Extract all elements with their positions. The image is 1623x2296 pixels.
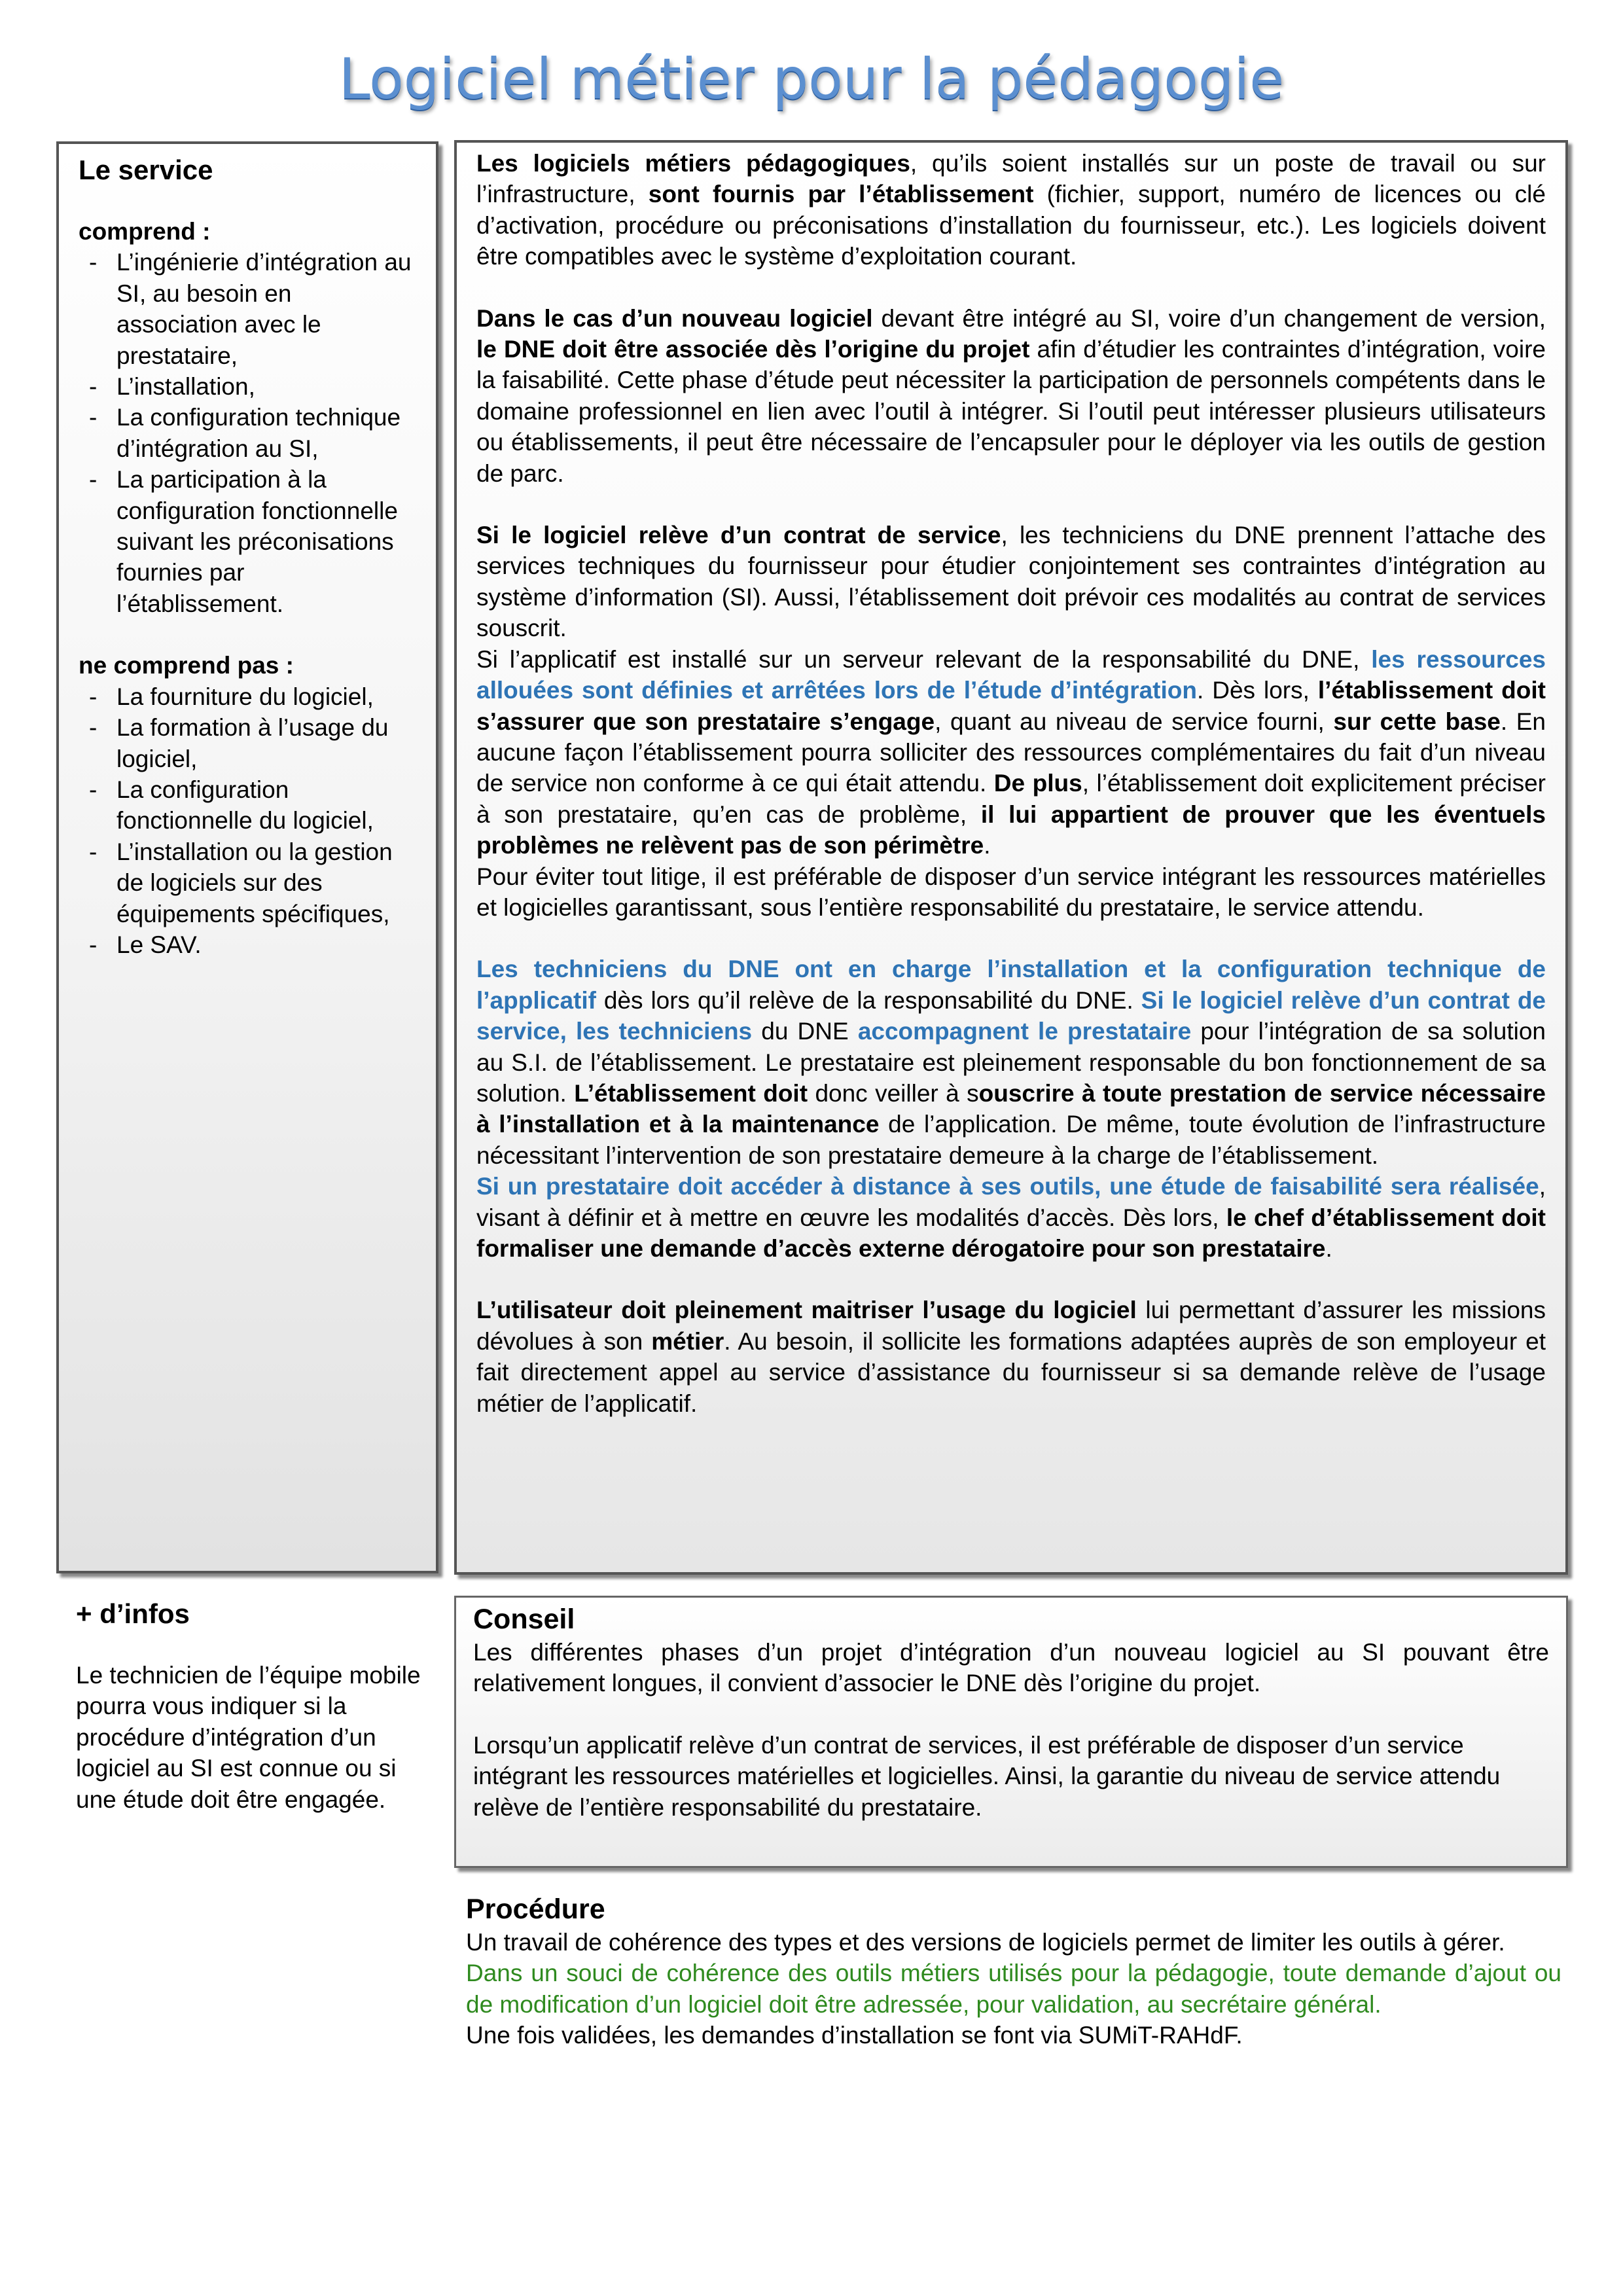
procedure-paragraph: Un travail de cohérence des types et des versions de logiciels permet de limiter les outils à gérer. [466, 1929, 1505, 1956]
main-panel [454, 140, 1568, 1575]
service-heading: Le service [79, 154, 213, 185]
ne-comprend-list [79, 681, 415, 961]
service-panel [56, 141, 438, 1573]
procedure-section [466, 1892, 1561, 2051]
conseil-paragraph: Les différentes phases d’un projet d’intégration d’un nouveau logiciel au SI pouvant être relativement longues, il convient d’associer le DNE dès l’origine du projet. [473, 1639, 1549, 1697]
procedure-paragraph-highlight: Dans un souci de cohérence des outils métiers utilisés pour la pédagogie, toute demande d’ajout ou de modification d’un logiciel doit être adressée, pour validation, au secrétaire général. [466, 1960, 1561, 2018]
list-item: - Le SAV. [79, 929, 415, 960]
paragraph-contrat-service: Si le logiciel relève d’un contrat de service, les techniciens du DNE prennent l’attache des services techniques du fournisseur pour étudier conjointement ses contraintes d’intégration au système d’information (SI). Aussi, l’établissement doit prévoir ces modalités au contrat de services souscrit. [476, 522, 1546, 642]
conseil-paragraph: Lorsqu’un applicatif relève d’un contrat de services, il est préférable de disposer d’un service intégrant les ressources matérielles et logicielles. Ainsi, la garantie du niveau de service attendu relève de l’entière responsabilité du prestataire. [473, 1731, 1501, 1821]
list-item: - L’installation ou la gestion de logiciels sur des équipements spécifiques, [79, 836, 415, 929]
procedure-heading: Procédure [466, 1893, 605, 1925]
paragraph-acces-distance: Si un prestataire doit accéder à distance à ses outils, une étude de faisabilité sera réalisée, visant à définir et à mettre en œuvre les modalités d’accès. Dès lors, le chef d’établissement doit formaliser une demande d’accès externe dérogatoire pour son prestataire. [476, 1173, 1546, 1262]
list-item: - L’ingénierie d’intégration au SI, au besoin en association avec le prestataire, [79, 247, 415, 371]
list-item: - L’installation, [79, 371, 415, 402]
list-item: - La participation à la configuration fonctionnelle suivant les préconisations fournies par l’établissement. [79, 464, 415, 619]
conseil-heading: Conseil [473, 1604, 575, 1635]
paragraph-nouveau-logiciel: Dans le cas d’un nouveau logiciel devant être intégré au SI, voire d’un changement de version, le DNE doit être associée dès l’origine du projet afin d’étudier les contraintes d’intégration, voire la faisabilité. Cette phase d’étude peut nécessiter la participation de personnels compétents dans le domaine professionnel en lien avec l’outil à intégrer. Si l’outil peut intéresser plusieurs utilisateurs ou établissements, il peut être nécessaire de l’encapsuler pour le déployer via les outils de gestion de parc. [476, 304, 1546, 487]
procedure-paragraph: Une fois validées, les demandes d’installation se font via SUMiT-RAHdF. [466, 2022, 1243, 2049]
comprend-list [79, 247, 415, 619]
infos-heading: + d’infos [76, 1598, 190, 1629]
paragraph-techniciens: Les techniciens du DNE ont en charge l’installation et la configuration technique de l’applicatif dès lors qu’il relève de la responsabilité du DNE. Si le logiciel relève d’un contrat de service, les techniciens du DNE accompagnent le prestataire pour l’intégration de sa solution au S.I. de l’établissement. Le prestataire est pleinement responsable du bon fonctionnement de sa solution. L’établissement doit donc veiller à souscrire à toute prestation de service nécessaire à l’installation et à la maintenance de l’application. De même, toute évolution de l’infrastructure nécessitant l’intervention de son prestataire demeure à la charge de l’établissement. [476, 956, 1546, 1169]
conseil-panel [454, 1596, 1568, 1868]
paragraph-litige: Pour éviter tout litige, il est préférable de disposer d’un service intégrant les ressources matérielles et logicielles garantissant, sous l’entière responsabilité du prestataire, le service attendu. [476, 863, 1546, 921]
paragraph-serveur-dne: Si l’applicatif est installé sur un serveur relevant de la responsabilité du DNE, les ressources allouées sont définies et arrêtées lors de l’étude d’intégration. Dès lors, l’établissement doit s’assurer que son prestataire s’engage, quant au niveau de service fourni, sur cette base. En aucune façon l’établissement pourra solliciter des ressources complémentaires du fait d’un niveau de service non conforme à ce qui était attendu. De plus, l’établissement doit explicitement préciser à son prestataire, qu’en cas de problème, il lui appartient de prouver que les éventuels problèmes ne relèvent pas de son périmètre. [476, 645, 1546, 859]
list-item: - La configuration fonctionnelle du logiciel, [79, 774, 415, 836]
list-item: - La formation à l’usage du logiciel, [79, 712, 415, 774]
list-item: - La configuration technique d’intégration au SI, [79, 402, 415, 464]
ne-comprend-label: ne comprend pas : [79, 652, 294, 679]
list-item: - La fourniture du logiciel, [79, 681, 415, 712]
infos-section [76, 1597, 429, 1815]
page-title: Logiciel métier pour la pédagogie [338, 46, 1285, 112]
paragraph-fourniture: Les logiciels métiers pédagogiques, qu’ils soient installés sur un poste de travail ou sur l’infrastructure, sont fournis par l’établissement (fichier, support, numéro de licences ou clé d’activation, procédure ou préconisations d’installation du fournisseur, etc.). Les logiciels doivent être compatibles avec le système d’exploitation courant. [476, 150, 1546, 270]
comprend-label: comprend : [79, 218, 211, 245]
infos-text: Le technicien de l’équipe mobile pourra vous indiquer si la procédure d’intégration d’un logiciel au SI est connue ou si une étude doit être engagée. [76, 1662, 421, 1813]
paragraph-utilisateur: L’utilisateur doit pleinement maitriser l’usage du logiciel lui permettant d’assurer les missions dévolues à son métier. Au besoin, il sollicite les formations adaptées auprès de son employeur et fait directement appel au service d’assistance du fournisseur si sa demande relève de l’usage métier de l’applicatif. [476, 1297, 1546, 1417]
